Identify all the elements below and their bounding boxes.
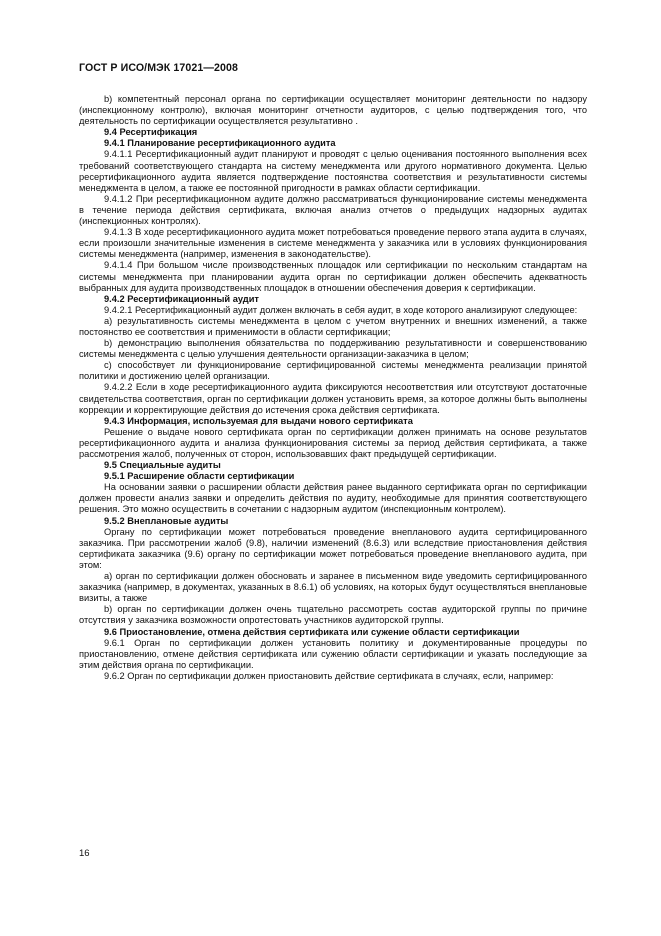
list-item: a) орган по сертификации должен обосновать и заранее в письменном виде уведомить сертифицированного заказчика (например, в документах, указанных в 8.6.1) об условиях, на которых будут осуществляться внеплановые визиты, а также — [79, 571, 587, 604]
section-heading: 9.6 Приостановление, отмена действия сертификата или сужение области сертификации — [104, 626, 520, 637]
list-item: b) орган по сертификации должен очень тщательно рассмотреть состав аудиторской группы по причине отсутствия у заказчика возможности опротестовать участников аудиторской группы. — [79, 604, 587, 626]
paragraph: Решение о выдаче нового сертификата орган по сертификации должен принимать на основе результатов ресертификационного аудита и анализа функционирования системы за период действия сертификата, а также рассмотрения жалоб, полученных от сторон, использовавших факт предыдущей сертификации. — [79, 426, 587, 459]
subsection-heading: 9.4.1 Планирование ресертификационного аудита — [104, 138, 336, 149]
paragraph: 9.4.1.3 В ходе ресертификационного аудита может потребоваться проведение первого этапа аудита в случаях, если произошли значительные изменения в системе менеджмента у заказчика или в условиях функционирования системы менеджмента (например, изменения в законодательстве). — [79, 227, 587, 260]
list-item: a) результативность системы менеджмента в целом с учетом внутренних и внешних изменений, а также постоянство ее соответствия и применимости в области сертификации; — [79, 315, 587, 337]
subsection-heading: 9.5.1 Расширение области сертификации — [104, 471, 295, 482]
subsection-heading: 9.5.2 Внеплановые аудиты — [104, 515, 229, 526]
subsection-heading: 9.4.3 Информация, используемая для выдачи нового сертификата — [104, 415, 413, 426]
paragraph: 9.4.1.4 При большом числе производственных площадок или сертификации по нескольким стандартам на системы менеджмента при планировании аудита орган по сертификации должен обеспечить адекватность выбранных для аудита производственных площадок в отношении обеспечения доверия к сертификации. — [79, 260, 587, 293]
paragraph: 9.4.2.1 Ресертификационный аудит должен включать в себя аудит, в ходе которого анализируют следующее: — [104, 304, 578, 315]
list-item: b) демонстрацию выполнения обязательства по поддерживанию результативности и совершенствованию системы менеджмента с целью улучшения деятельности организации-заказчика в целом; — [79, 338, 587, 360]
document-header: ГОСТ Р ИСО/МЭК 17021—2008 — [79, 62, 238, 74]
paragraph: 9.4.1.1 Ресертификационный аудит планируют и проводят с целью оценивания постоянного выполнения всех требований соответствующего стандарта на систему менеджмента или другого нормативного документа. Целью ресертификационного аудита является подтверждение постоянства соответствия и результативности системы менеджмента в целом, а также ее постоянной пригодности в рамках области сертификации. — [79, 149, 587, 193]
paragraph: 9.4.1.2 При ресертификационном аудите должно рассматриваться функционирование системы менеджмента в течение периода действия сертификата, включая анализ отчетов о предыдущих надзорных аудитах (инспекционных контролях). — [79, 193, 587, 227]
section-heading: 9.4 Ресертификация — [104, 127, 198, 138]
paragraph: 9.4.2.2 Если в ходе ресертификационного аудита фиксируются несоответствия или отсутствуют достаточные свидетельства соответствия, орган по сертификации должен установить время, за которое должны быть выполнены коррекции и корректирующие действия до истечения срока действия сертификата. — [79, 382, 587, 415]
page-number: 16 — [79, 848, 90, 859]
paragraph: b) компетентный персонал органа по сертификации осуществляет мониторинг деятельности по надзору (инспекционному контролю), включая мониторинг отчетности аудиторов, с целью подтверждения того, что деятельность по сертификации осуществляется результативно . — [79, 94, 587, 127]
paragraph: На основании заявки о расширении области действия ранее выданного сертификата орган по сертификации должен провести анализ заявки и определить действия по аудиту, необходимые для принятия соответствующего решения. Это можно осуществить в сочетании с надзорным аудитом (инспекционным контролем). — [79, 482, 587, 515]
list-item: c) способствует ли функционирование сертифицированной системы менеджмента реализации принятой политики и достижению целей организации. — [79, 360, 587, 382]
paragraph: 9.6.2 Орган по сертификации должен приостановить действие сертификата в случаях, если, например: — [104, 670, 554, 681]
paragraph: Органу по сертификации может потребоваться проведение внепланового аудита сертифицированного заказчика. При рассмотрении жалоб (9.8), наличии изменений (8.6.3) или вследствие приостановления действия сертификата заказчика (9.6) органу по сертификации может потребоваться проведение внепланового аудита, при этом: — [79, 526, 587, 570]
document-body — [79, 94, 587, 682]
paragraph: 9.6.1 Орган по сертификации должен установить политику и документированные процедуры по приостановлению, отмене действия сертификата или сужению области сертификации и указать последующие за этим действия органа по сертификации. — [79, 637, 587, 670]
section-heading: 9.5 Специальные аудиты — [104, 460, 221, 471]
subsection-heading: 9.4.2 Ресертификационный аудит — [104, 293, 259, 304]
